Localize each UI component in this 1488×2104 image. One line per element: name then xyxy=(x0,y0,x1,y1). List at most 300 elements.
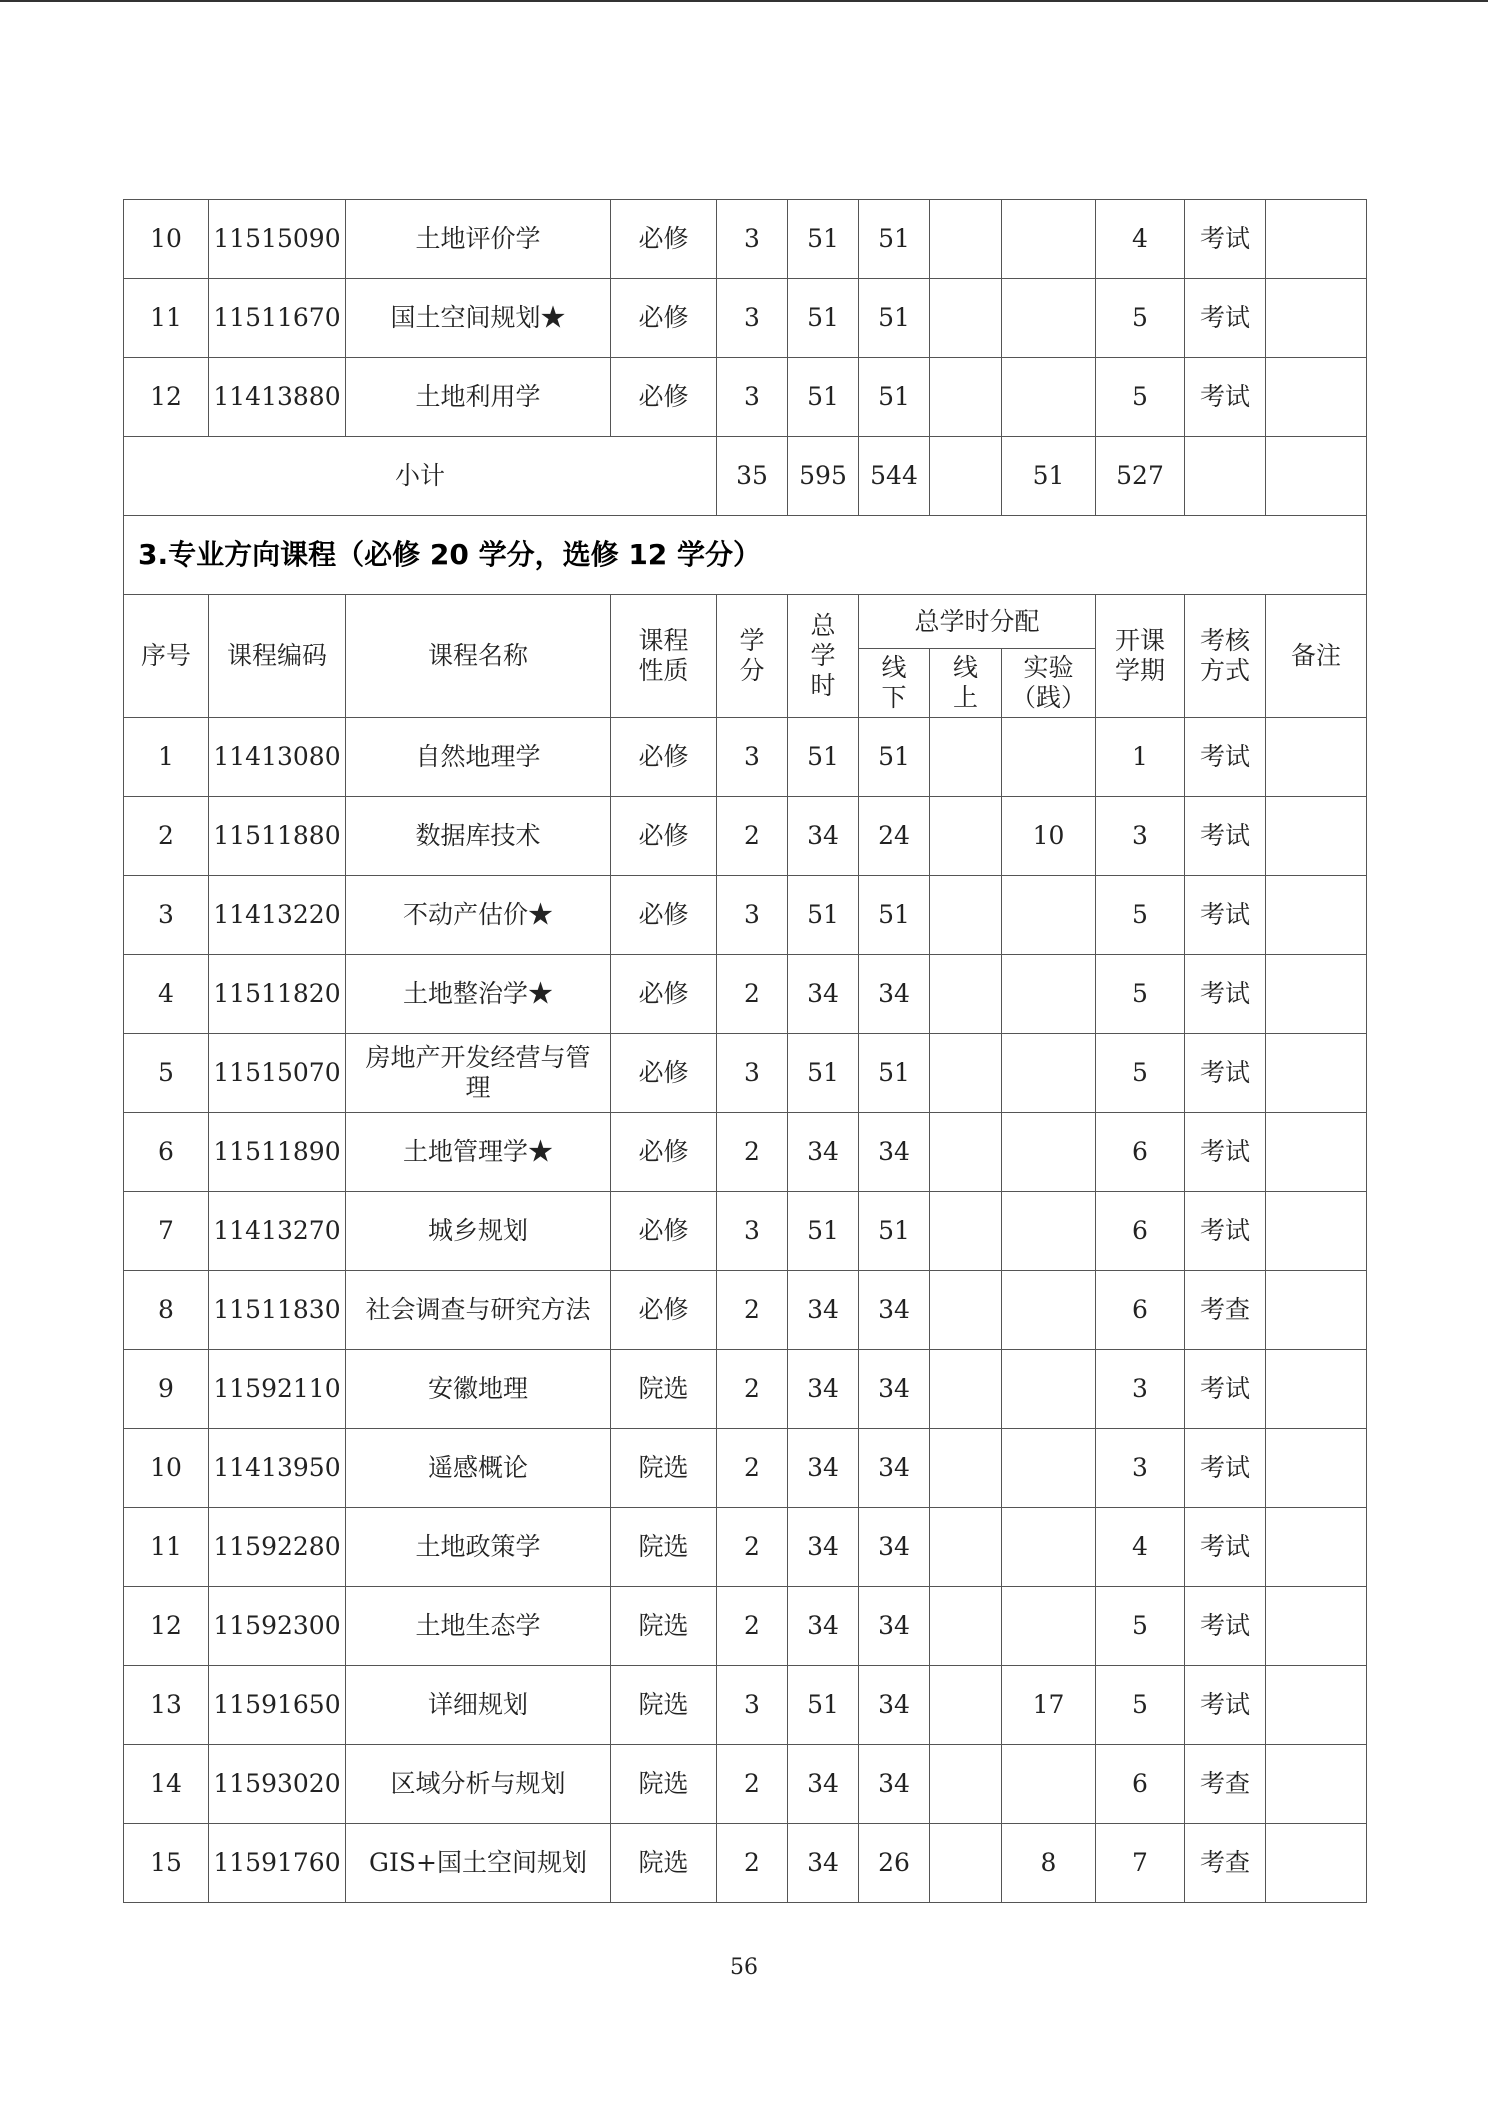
cell-name xyxy=(346,1429,611,1508)
cell-credit: 3 xyxy=(717,279,788,358)
cell-hours: 51 xyxy=(788,876,859,955)
cell-code: 11413880 xyxy=(209,358,346,437)
course-name-line-2: 理 xyxy=(465,1073,491,1102)
cell-offline: 34 xyxy=(859,955,930,1034)
cell-credit: 3 xyxy=(717,200,788,279)
cell-name xyxy=(346,1587,611,1666)
cell-no: 13 xyxy=(124,1666,209,1745)
header-row-1 xyxy=(124,595,1367,649)
cell-offline: 51 xyxy=(859,200,930,279)
cell-code: 11515070 xyxy=(209,1034,346,1113)
cell-exam: 考试 xyxy=(1185,718,1266,797)
cell-name xyxy=(346,797,611,876)
cell-code: 11511830 xyxy=(209,1271,346,1350)
table-row xyxy=(124,1192,1367,1271)
cell-offline: 34 xyxy=(859,1666,930,1745)
table-row xyxy=(124,200,1367,279)
cell-nature: 院选 xyxy=(611,1508,717,1587)
cell-code: 11511820 xyxy=(209,955,346,1034)
table-row xyxy=(124,1508,1367,1587)
cell-credit: 2 xyxy=(717,1745,788,1824)
cell-hours: 34 xyxy=(788,1350,859,1429)
cell-practice xyxy=(1002,279,1096,358)
cell-online xyxy=(930,718,1002,797)
cell-practice xyxy=(1002,1508,1096,1587)
cell-credit: 2 xyxy=(717,1824,788,1903)
course-name-line-1: 遥感概论 xyxy=(427,1453,528,1482)
cell-name xyxy=(346,1271,611,1350)
cell-exam: 考试 xyxy=(1185,358,1266,437)
header-code: 课程编码 xyxy=(209,595,346,718)
cell-code: 11593020 xyxy=(209,1745,346,1824)
cell-credit: 2 xyxy=(717,797,788,876)
cell-note xyxy=(1266,1666,1367,1745)
cell-no: 2 xyxy=(124,797,209,876)
course-name-line-1: 土地管理学★ xyxy=(402,1137,553,1166)
header-distribution: 总学时分配 xyxy=(859,595,1096,649)
cell-name xyxy=(346,1745,611,1824)
cell-nature: 必修 xyxy=(611,955,717,1034)
cell-name xyxy=(346,1824,611,1903)
cell-no: 11 xyxy=(124,1508,209,1587)
course-name-line-1: GIS+国土空间规划 xyxy=(369,1848,587,1877)
cell-offline: 51 xyxy=(859,718,930,797)
cell-practice xyxy=(1002,1034,1096,1113)
cell-name xyxy=(346,1666,611,1745)
header-offline-line-2: 下 xyxy=(881,683,907,712)
cell-nature: 必修 xyxy=(611,797,717,876)
cell-credit: 2 xyxy=(717,1587,788,1666)
course-name-line-1: 土地生态学 xyxy=(415,1611,541,1640)
cell-semester: 6 xyxy=(1096,1745,1185,1824)
header-practice xyxy=(1002,649,1096,718)
cell-note xyxy=(1266,279,1367,358)
header-offline xyxy=(859,649,930,718)
cell-no: 11 xyxy=(124,279,209,358)
course-name-line-1: 自然地理学 xyxy=(415,742,541,771)
cell-name xyxy=(346,876,611,955)
cell-note xyxy=(1266,1587,1367,1666)
cell-practice: 17 xyxy=(1002,1666,1096,1745)
header-group xyxy=(124,595,1367,718)
cell-semester: 4 xyxy=(1096,200,1185,279)
cell-offline: 34 xyxy=(859,1271,930,1350)
course-table xyxy=(123,199,1367,1903)
cell-nature: 必修 xyxy=(611,1034,717,1113)
cell-practice xyxy=(1002,358,1096,437)
cell-offline: 34 xyxy=(859,1113,930,1192)
cell-code: 11591650 xyxy=(209,1666,346,1745)
cell-no: 8 xyxy=(124,1271,209,1350)
cell-credit: 2 xyxy=(717,1429,788,1508)
table-row xyxy=(124,1666,1367,1745)
cell-nature: 必修 xyxy=(611,1113,717,1192)
cell-practice xyxy=(1002,1350,1096,1429)
cell-semester: 5 xyxy=(1096,955,1185,1034)
subtotal-hours: 595 xyxy=(788,437,859,516)
cell-exam: 考试 xyxy=(1185,1192,1266,1271)
cell-online xyxy=(930,1745,1002,1824)
cell-nature: 院选 xyxy=(611,1587,717,1666)
cell-note xyxy=(1266,1508,1367,1587)
cell-nature: 必修 xyxy=(611,876,717,955)
cell-credit: 3 xyxy=(717,1666,788,1745)
header-hours-line-1: 总 xyxy=(810,611,836,640)
section-heading-row xyxy=(124,516,1367,595)
cell-hours: 34 xyxy=(788,1587,859,1666)
cell-credit: 2 xyxy=(717,1350,788,1429)
cell-note xyxy=(1266,1192,1367,1271)
header-hours xyxy=(788,595,859,718)
cell-semester: 5 xyxy=(1096,279,1185,358)
cell-semester: 6 xyxy=(1096,1271,1185,1350)
subtotal-offline: 544 xyxy=(859,437,930,516)
header-name: 课程名称 xyxy=(346,595,611,718)
cell-code: 11591760 xyxy=(209,1824,346,1903)
cell-practice xyxy=(1002,1192,1096,1271)
cell-nature: 院选 xyxy=(611,1666,717,1745)
subtotal-semester: 527 xyxy=(1096,437,1185,516)
cell-offline: 51 xyxy=(859,1192,930,1271)
cell-hours: 34 xyxy=(788,1113,859,1192)
cell-practice xyxy=(1002,1271,1096,1350)
cell-code: 11511880 xyxy=(209,797,346,876)
header-exam-line-2: 方式 xyxy=(1199,656,1250,685)
cell-offline: 51 xyxy=(859,1034,930,1113)
subtotal-practice: 51 xyxy=(1002,437,1096,516)
header-nature-line-1: 课程 xyxy=(638,626,689,655)
cell-note xyxy=(1266,200,1367,279)
cell-hours: 34 xyxy=(788,955,859,1034)
cell-semester: 5 xyxy=(1096,1034,1185,1113)
cell-semester: 1 xyxy=(1096,718,1185,797)
table-row xyxy=(124,1429,1367,1508)
cell-exam: 考试 xyxy=(1185,1350,1266,1429)
cell-exam: 考查 xyxy=(1185,1271,1266,1350)
cell-online xyxy=(930,1824,1002,1903)
cell-online xyxy=(930,1350,1002,1429)
cell-note xyxy=(1266,1429,1367,1508)
cell-credit: 3 xyxy=(717,876,788,955)
cell-nature: 必修 xyxy=(611,279,717,358)
header-credit-line-2: 分 xyxy=(739,656,765,685)
cell-no: 6 xyxy=(124,1113,209,1192)
header-note: 备注 xyxy=(1266,595,1367,718)
table-row xyxy=(124,1587,1367,1666)
cell-online xyxy=(930,1429,1002,1508)
cell-exam: 考试 xyxy=(1185,876,1266,955)
header-semester-line-1: 开课 xyxy=(1114,626,1165,655)
cell-semester: 5 xyxy=(1096,1587,1185,1666)
cell-online xyxy=(930,876,1002,955)
table-row xyxy=(124,1034,1367,1113)
cell-nature: 必修 xyxy=(611,358,717,437)
cell-name xyxy=(346,1508,611,1587)
table-row xyxy=(124,955,1367,1034)
cell-practice xyxy=(1002,1745,1096,1824)
cell-note xyxy=(1266,1113,1367,1192)
header-nature xyxy=(611,595,717,718)
cell-no: 4 xyxy=(124,955,209,1034)
subtotal-credit: 35 xyxy=(717,437,788,516)
cell-offline: 26 xyxy=(859,1824,930,1903)
cell-note xyxy=(1266,718,1367,797)
cell-credit: 3 xyxy=(717,1192,788,1271)
cell-code: 11592110 xyxy=(209,1350,346,1429)
cell-no: 1 xyxy=(124,718,209,797)
table-row xyxy=(124,1350,1367,1429)
cell-semester: 3 xyxy=(1096,1350,1185,1429)
table-row xyxy=(124,797,1367,876)
header-credit xyxy=(717,595,788,718)
cell-credit: 3 xyxy=(717,1034,788,1113)
cell-hours: 51 xyxy=(788,358,859,437)
cell-semester: 6 xyxy=(1096,1192,1185,1271)
cell-online xyxy=(930,797,1002,876)
cell-practice xyxy=(1002,200,1096,279)
cell-offline: 51 xyxy=(859,279,930,358)
header-hours-line-2: 学 xyxy=(810,641,836,670)
cell-code: 11511890 xyxy=(209,1113,346,1192)
cell-online xyxy=(930,1034,1002,1113)
table-row xyxy=(124,1824,1367,1903)
cell-no: 12 xyxy=(124,358,209,437)
cell-semester: 6 xyxy=(1096,1113,1185,1192)
subtotal-note xyxy=(1266,437,1367,516)
cell-offline: 34 xyxy=(859,1587,930,1666)
header-online-line-2: 上 xyxy=(952,683,978,712)
cell-exam: 考试 xyxy=(1185,955,1266,1034)
cell-note xyxy=(1266,358,1367,437)
cell-exam: 考试 xyxy=(1185,1666,1266,1745)
cell-online xyxy=(930,1271,1002,1350)
cell-offline: 24 xyxy=(859,797,930,876)
table-row xyxy=(124,1113,1367,1192)
cell-no: 9 xyxy=(124,1350,209,1429)
cell-credit: 2 xyxy=(717,955,788,1034)
cell-nature: 必修 xyxy=(611,1271,717,1350)
cell-name xyxy=(346,1113,611,1192)
cell-offline: 34 xyxy=(859,1429,930,1508)
cell-note xyxy=(1266,1034,1367,1113)
header-semester xyxy=(1096,595,1185,718)
page-top-border xyxy=(0,0,1488,2)
cell-exam: 考查 xyxy=(1185,1824,1266,1903)
cell-nature: 必修 xyxy=(611,1192,717,1271)
cell-nature: 必修 xyxy=(611,200,717,279)
section-title: 3.专业方向课程（必修 20 学分，选修 12 学分） xyxy=(124,516,1367,595)
subtotal-row xyxy=(124,437,1367,516)
top-rows-group xyxy=(124,200,1367,437)
cell-note xyxy=(1266,1350,1367,1429)
cell-exam: 考试 xyxy=(1185,797,1266,876)
cell-online xyxy=(930,1113,1002,1192)
cell-practice xyxy=(1002,876,1096,955)
cell-hours: 51 xyxy=(788,1034,859,1113)
cell-online xyxy=(930,358,1002,437)
cell-practice xyxy=(1002,1429,1096,1508)
cell-code: 11413270 xyxy=(209,1192,346,1271)
cell-note xyxy=(1266,1271,1367,1350)
cell-offline: 34 xyxy=(859,1350,930,1429)
cell-code: 11413950 xyxy=(209,1429,346,1508)
cell-nature: 必修 xyxy=(611,718,717,797)
header-practice-line-2: （践） xyxy=(1010,683,1086,712)
cell-practice xyxy=(1002,1587,1096,1666)
cell-nature: 院选 xyxy=(611,1824,717,1903)
cell-offline: 51 xyxy=(859,876,930,955)
cell-exam: 考试 xyxy=(1185,1113,1266,1192)
header-online xyxy=(930,649,1002,718)
cell-hours: 34 xyxy=(788,1429,859,1508)
header-semester-line-2: 学期 xyxy=(1114,656,1165,685)
course-name-line-1: 详细规划 xyxy=(427,1690,528,1719)
cell-online xyxy=(930,955,1002,1034)
subtotal-exam xyxy=(1185,437,1266,516)
subtotal-online xyxy=(930,437,1002,516)
cell-name xyxy=(346,955,611,1034)
cell-no: 12 xyxy=(124,1587,209,1666)
cell-credit: 3 xyxy=(717,358,788,437)
cell-name xyxy=(346,1192,611,1271)
cell-no: 7 xyxy=(124,1192,209,1271)
course-name-line-1: 城乡规划 xyxy=(427,1216,528,1245)
cell-name: 土地利用学 xyxy=(346,358,611,437)
cell-note xyxy=(1266,955,1367,1034)
cell-hours: 51 xyxy=(788,1192,859,1271)
cell-no: 10 xyxy=(124,1429,209,1508)
cell-no: 15 xyxy=(124,1824,209,1903)
cell-exam: 考试 xyxy=(1185,1429,1266,1508)
cell-code: 11515090 xyxy=(209,200,346,279)
cell-code: 11592280 xyxy=(209,1508,346,1587)
cell-practice xyxy=(1002,718,1096,797)
cell-note xyxy=(1266,797,1367,876)
course-rows-group xyxy=(124,718,1367,1903)
cell-no: 5 xyxy=(124,1034,209,1113)
cell-practice: 10 xyxy=(1002,797,1096,876)
cell-hours: 34 xyxy=(788,1745,859,1824)
header-exam-line-1: 考核 xyxy=(1199,626,1250,655)
course-name-line-1: 区域分析与规划 xyxy=(390,1769,566,1798)
subtotal-group xyxy=(124,437,1367,595)
cell-hours: 34 xyxy=(788,1824,859,1903)
course-name-line-1: 房地产开发经营与管 xyxy=(365,1043,591,1072)
cell-no: 14 xyxy=(124,1745,209,1824)
table-row xyxy=(124,279,1367,358)
cell-semester: 3 xyxy=(1096,797,1185,876)
table-row xyxy=(124,1271,1367,1350)
cell-semester: 4 xyxy=(1096,1508,1185,1587)
course-name-line-1: 安徽地理 xyxy=(427,1374,528,1403)
cell-practice xyxy=(1002,1113,1096,1192)
cell-code: 11413220 xyxy=(209,876,346,955)
cell-hours: 51 xyxy=(788,200,859,279)
cell-exam: 考试 xyxy=(1185,1587,1266,1666)
course-name-line-1: 不动产估价★ xyxy=(402,900,553,929)
header-online-line-1: 线 xyxy=(952,653,978,682)
table-row xyxy=(124,718,1367,797)
table-row xyxy=(124,1745,1367,1824)
cell-nature: 院选 xyxy=(611,1350,717,1429)
cell-offline: 34 xyxy=(859,1745,930,1824)
cell-semester: 5 xyxy=(1096,1666,1185,1745)
cell-name: 国土空间规划★ xyxy=(346,279,611,358)
cell-name xyxy=(346,718,611,797)
cell-hours: 34 xyxy=(788,1271,859,1350)
cell-semester: 5 xyxy=(1096,358,1185,437)
cell-hours: 34 xyxy=(788,797,859,876)
cell-exam: 考试 xyxy=(1185,279,1266,358)
header-credit-line-1: 学 xyxy=(739,626,765,655)
cell-code: 11592300 xyxy=(209,1587,346,1666)
cell-hours: 51 xyxy=(788,279,859,358)
cell-note xyxy=(1266,876,1367,955)
cell-practice: 8 xyxy=(1002,1824,1096,1903)
cell-hours: 34 xyxy=(788,1508,859,1587)
cell-online xyxy=(930,1192,1002,1271)
cell-code: 11413080 xyxy=(209,718,346,797)
cell-nature: 院选 xyxy=(611,1745,717,1824)
cell-name xyxy=(346,1034,611,1113)
header-nature-line-2: 性质 xyxy=(638,656,689,685)
cell-no: 3 xyxy=(124,876,209,955)
cell-credit: 2 xyxy=(717,1113,788,1192)
cell-online xyxy=(930,1587,1002,1666)
cell-semester: 5 xyxy=(1096,876,1185,955)
cell-credit: 3 xyxy=(717,718,788,797)
cell-online xyxy=(930,279,1002,358)
cell-note xyxy=(1266,1824,1367,1903)
page-number: 56 xyxy=(730,1955,758,1980)
course-name-line-1: 土地政策学 xyxy=(415,1532,541,1561)
table-row xyxy=(124,876,1367,955)
subtotal-label: 小计 xyxy=(124,437,717,516)
cell-credit: 2 xyxy=(717,1508,788,1587)
header-hours-line-3: 时 xyxy=(810,671,836,700)
cell-online xyxy=(930,200,1002,279)
cell-online xyxy=(930,1508,1002,1587)
cell-exam: 考试 xyxy=(1185,200,1266,279)
header-practice-line-1: 实验 xyxy=(1023,653,1074,682)
table-row xyxy=(124,358,1367,437)
cell-code: 11511670 xyxy=(209,279,346,358)
cell-name xyxy=(346,1350,611,1429)
cell-nature: 院选 xyxy=(611,1429,717,1508)
cell-offline: 51 xyxy=(859,358,930,437)
cell-exam: 考试 xyxy=(1185,1034,1266,1113)
cell-offline: 34 xyxy=(859,1508,930,1587)
cell-credit: 2 xyxy=(717,1271,788,1350)
cell-semester: 3 xyxy=(1096,1429,1185,1508)
header-no: 序号 xyxy=(124,595,209,718)
cell-note xyxy=(1266,1745,1367,1824)
cell-semester: 7 xyxy=(1096,1824,1185,1903)
course-name-line-1: 数据库技术 xyxy=(415,821,541,850)
course-name-line-1: 社会调查与研究方法 xyxy=(365,1295,591,1324)
cell-online xyxy=(930,1666,1002,1745)
cell-no: 10 xyxy=(124,200,209,279)
cell-hours: 51 xyxy=(788,718,859,797)
header-offline-line-1: 线 xyxy=(881,653,907,682)
cell-exam: 考查 xyxy=(1185,1745,1266,1824)
cell-practice xyxy=(1002,955,1096,1034)
cell-exam: 考试 xyxy=(1185,1508,1266,1587)
cell-name: 土地评价学 xyxy=(346,200,611,279)
cell-hours: 51 xyxy=(788,1666,859,1745)
header-exam xyxy=(1185,595,1266,718)
course-name-line-1: 土地整治学★ xyxy=(402,979,553,1008)
